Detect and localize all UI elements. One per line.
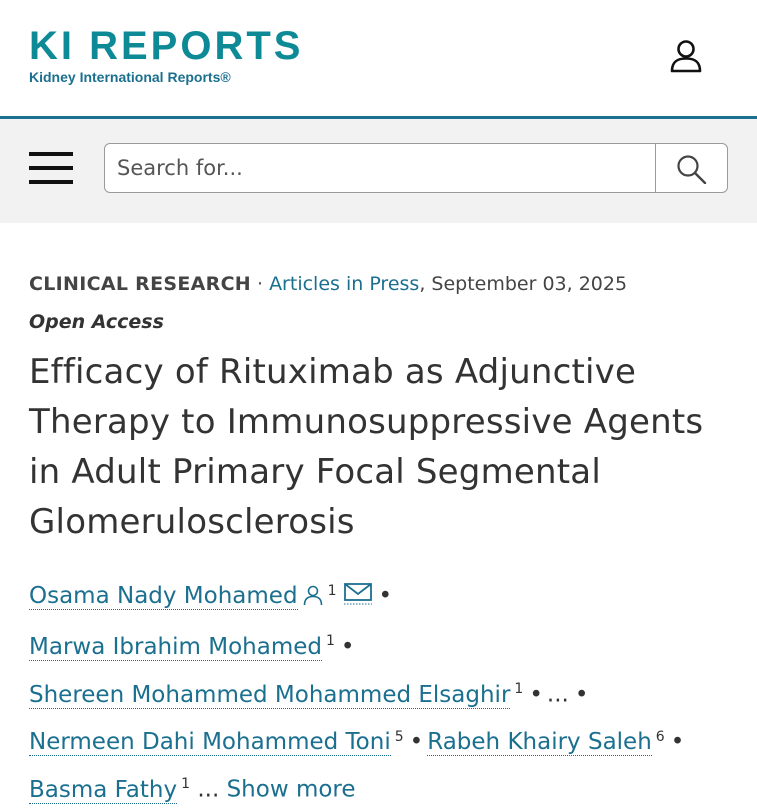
affiliation-number: 1	[514, 681, 524, 698]
journal-logo[interactable]	[29, 26, 303, 85]
magnifier-icon	[676, 154, 708, 184]
author-list	[29, 570, 729, 811]
author-link[interactable]: Rabeh Khairy Saleh	[427, 729, 652, 756]
search-button[interactable]	[655, 144, 728, 192]
affiliation-number: 5	[394, 728, 404, 745]
envelope-icon[interactable]	[344, 578, 372, 620]
publication-date: , September 03, 2025	[419, 273, 628, 295]
author-separator: •	[670, 729, 685, 756]
affiliation-number: 1	[325, 633, 335, 650]
article-title: Efficacy of Rituximab as Adjunctive Therapy to Immunosuppressive Agents in Adult Primary Focal Segmental Glomerulosclerosis	[29, 352, 704, 542]
logo-subtitle: Kidney International Reports®	[29, 69, 231, 85]
author-separator: •	[574, 681, 589, 708]
person-icon[interactable]	[302, 578, 324, 620]
show-more-link[interactable]: Show more	[226, 777, 356, 804]
author-separator: •	[378, 583, 393, 610]
site-header	[0, 0, 757, 119]
author-link[interactable]: Basma Fathy	[29, 777, 178, 804]
article-meta	[29, 270, 729, 298]
affiliation-number: 6	[655, 728, 665, 745]
author-separator: •	[409, 729, 424, 756]
author-link[interactable]: Shereen Mohammed Mohammed Elsaghir	[29, 681, 511, 708]
open-access-label: Open Access	[29, 311, 164, 333]
author-link[interactable]: Marwa Ibrahim Mohamed	[29, 634, 322, 661]
meta-bullet: ·	[257, 273, 264, 295]
article-category: CLINICAL RESEARCH	[29, 273, 252, 295]
authors-ellipsis: ...	[197, 777, 220, 804]
user-icon[interactable]	[668, 38, 704, 74]
author-link[interactable]: Nermeen Dahi Mohammed Toni	[29, 729, 391, 756]
authors-ellipsis: ...	[546, 681, 569, 708]
articles-in-press-link[interactable]: Articles in Press	[269, 273, 420, 295]
affiliation-number: 1	[181, 776, 191, 793]
author-separator: •	[340, 634, 355, 661]
search-box	[104, 143, 728, 193]
article-header	[29, 270, 729, 811]
author-link[interactable]: Osama Nady Mohamed	[29, 583, 298, 610]
search-input[interactable]	[105, 144, 653, 192]
logo-title: KI REPORTS	[29, 24, 304, 68]
affiliation-number: 1	[327, 582, 337, 599]
hamburger-menu-icon[interactable]	[29, 152, 73, 188]
author-separator: •	[529, 681, 543, 708]
